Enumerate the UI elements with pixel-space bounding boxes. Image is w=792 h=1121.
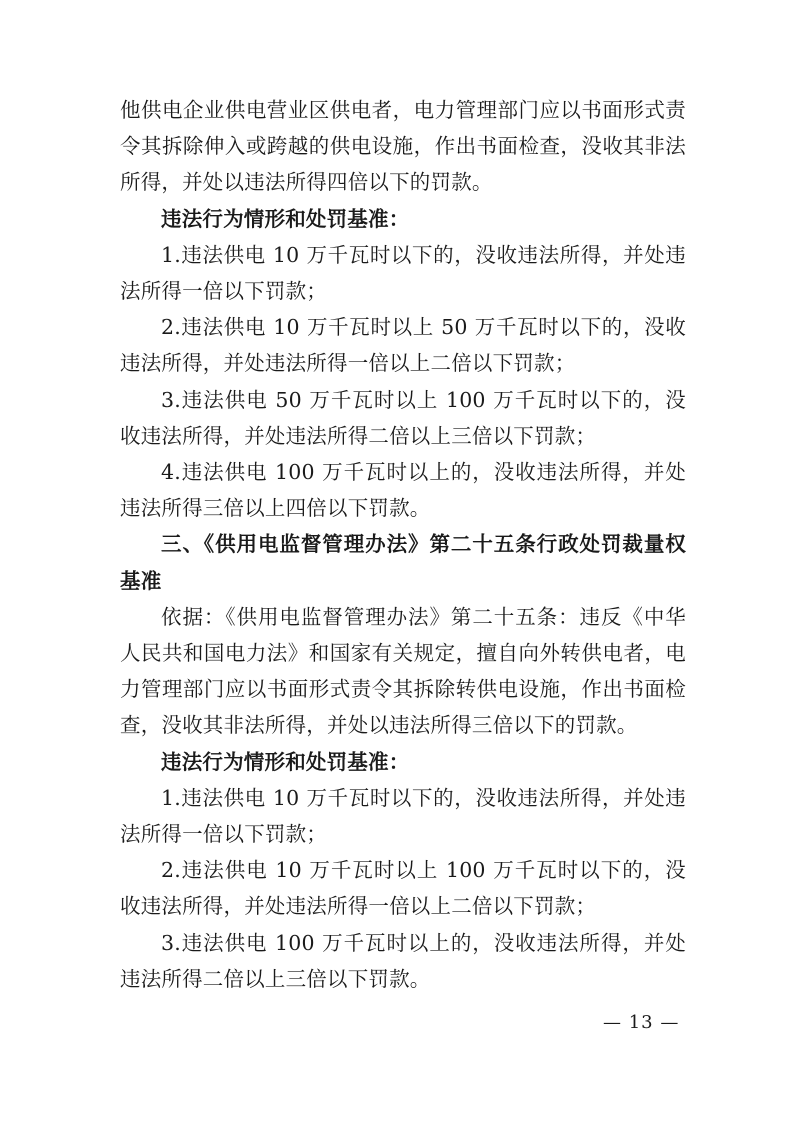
page-number: — 13 — [603,1012,680,1033]
section-heading-violation-criteria: 违法行为情形和处罚基准： [161,749,410,774]
legal-basis-paragraph: 依据：《供用电监督管理办法》第二十五条：违反《中华人民共和国电力法》和国家有关规定，擅自向外转供电者，电力管理部门应以书面形式责令其拆除转供电设施，作出书面检查，没收其非法所得，并处以违法所得三倍以下的罚款。 [120,604,686,738]
section-heading-violation-criteria: 违法行为情形和处罚基准： [161,206,410,231]
criteria-item: 3.违法供电 50 万千瓦时以上 100 万千瓦时以下的，没收违法所得，并处违法所得二倍以上三倍以下罚款； [120,387,686,448]
criteria-item: 2.违法供电 10 万千瓦时以上 50 万千瓦时以下的，没收违法所得，并处违法所得一倍以上二倍以下罚款； [120,315,686,376]
criteria-item: 3.违法供电 100 万千瓦时以上的，没收违法所得，并处违法所得二倍以上三倍以下罚款。 [120,930,686,991]
page-body [120,92,686,997]
criteria-item: 1.违法供电 10 万千瓦时以下的，没收违法所得，并处违法所得一倍以下罚款； [120,242,686,304]
criteria-item: 1.违法供电 10 万千瓦时以下的，没收违法所得，并处违法所得一倍以下罚款； [120,785,686,847]
criteria-item: 2.违法供电 10 万千瓦时以上 100 万千瓦时以下的，没收违法所得，并处违法所得一倍以上二倍以下罚款； [120,858,686,919]
paragraph-continuation: 他供电企业供电营业区供电者，电力管理部门应以书面形式责令其拆除伸入或跨越的供电设施，作出书面检查，没收其非法所得，并处以违法所得四倍以下的罚款。 [120,98,686,195]
section-heading-article-25: 三、《供用电监督管理办法》第二十五条行政处罚裁量权基准 [120,532,686,593]
criteria-item: 4.违法供电 100 万千瓦时以上的，没收违法所得，并处违法所得三倍以上四倍以下罚款。 [120,460,686,521]
